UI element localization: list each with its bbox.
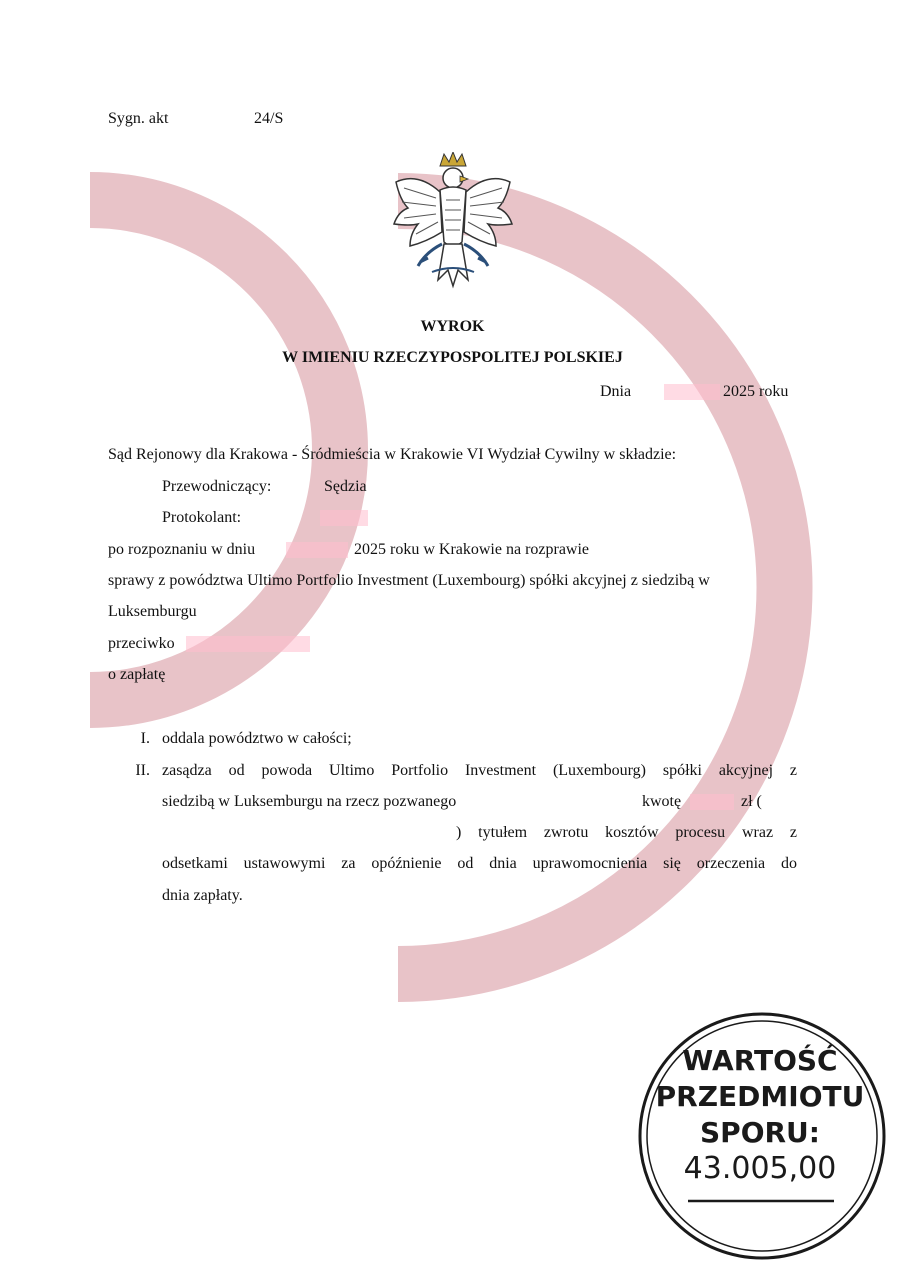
stamp-line-1: WARTOŚĆ bbox=[682, 1044, 838, 1077]
case-line-2: Luksemburgu bbox=[108, 603, 197, 620]
ruling-2-line-1: zasądza od powoda Ultimo Portfolio Investment (Luxembourg) spółki akcyjnej z bbox=[162, 762, 797, 779]
hearing-line-suffix: 2025 roku w Krakowie na rozprawie bbox=[354, 541, 590, 558]
redaction-hearing-date bbox=[286, 542, 348, 558]
redaction-defendant bbox=[186, 636, 310, 652]
chair-label: Przewodniczący: bbox=[162, 478, 272, 495]
date-prefix: Dnia bbox=[600, 383, 632, 400]
date-suffix: 2025 roku bbox=[723, 383, 789, 400]
ruling-2-line-4: odsetkami ustawowymi za opóźnienie od dnia uprawomocnienia się orzeczenia do bbox=[162, 855, 797, 872]
stamp-value: 43.005,00 bbox=[683, 1151, 837, 1186]
polish-eagle-emblem-icon bbox=[388, 152, 518, 297]
redaction-date bbox=[664, 384, 720, 400]
stamp-line-3: SPORU: bbox=[700, 1116, 820, 1149]
ruling-1-number: I. bbox=[140, 730, 150, 747]
ruling-2-number: II. bbox=[135, 762, 150, 779]
clerk-label: Protokolant: bbox=[162, 509, 242, 526]
ruling-1-text: oddala powództwo w całości; bbox=[162, 730, 352, 747]
ruling-2-line-2c: zł ( bbox=[741, 793, 762, 810]
document-title: WYROK bbox=[420, 318, 485, 335]
document-subtitle: W IMIENIU RZECZYPOSPOLITEJ POLSKIEJ bbox=[282, 349, 623, 366]
against-label: przeciwko bbox=[108, 635, 175, 652]
chair-value: Sędzia bbox=[324, 478, 367, 495]
ruling-2-line-5: dnia zapłaty. bbox=[162, 887, 243, 904]
ruling-2-line-3: ) tytułem zwrotu kosztów procesu wraz z bbox=[456, 824, 797, 841]
case-subject: o zapłatę bbox=[108, 666, 166, 683]
case-signature-value: 24/S bbox=[254, 110, 284, 127]
redaction-amount bbox=[690, 794, 734, 810]
stamp-line-2: PRZEDMIOTU bbox=[655, 1080, 865, 1113]
case-line-1: sprawy z powództwa Ultimo Portfolio Investment (Luxembourg) spółki akcyjnej z siedzibą w bbox=[108, 572, 710, 589]
redaction-clerk bbox=[320, 510, 368, 526]
court-composition: Sąd Rejonowy dla Krakowa - Śródmieścia w Krakowie VI Wydział Cywilny w składzie: bbox=[108, 446, 677, 463]
hearing-line-prefix: po rozpoznaniu w dniu bbox=[108, 541, 256, 558]
ruling-2-line-2a: siedzibą w Luksemburgu na rzecz pozwanego bbox=[162, 793, 457, 810]
ruling-2-line-2b: kwotę bbox=[642, 793, 682, 810]
case-signature-label: Sygn. akt bbox=[108, 110, 169, 127]
